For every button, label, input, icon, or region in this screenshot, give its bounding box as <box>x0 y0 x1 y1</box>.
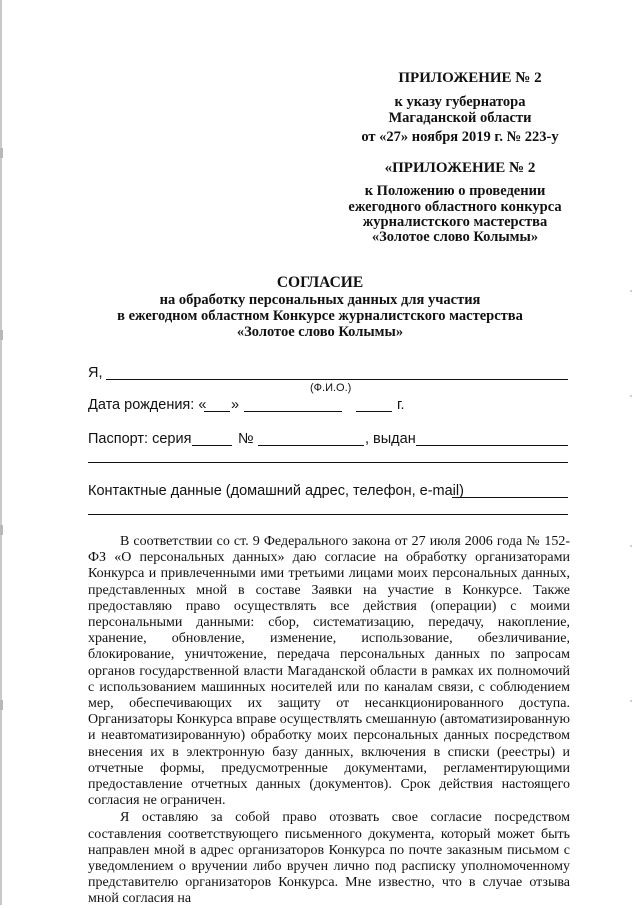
passport-series-field[interactable] <box>192 445 232 446</box>
consent-subtitle-1: на обработку персональных данных для участия <box>159 292 481 308</box>
year-suffix: г. <box>397 397 405 413</box>
fio-field[interactable] <box>106 379 568 380</box>
regulation-line-3: журналистского мастерства <box>362 214 548 230</box>
contacts-field-continued[interactable] <box>88 514 568 515</box>
birth-date-label: Дата рождения: « <box>88 397 207 413</box>
regulation-line-4: «Золотое слово Колымы» <box>371 229 539 245</box>
scan-speck <box>630 290 632 292</box>
birth-month-field[interactable] <box>244 411 342 412</box>
passport-series-label: Паспорт: серия <box>88 431 192 447</box>
fio-caption: (Ф.И.О.) <box>310 382 352 394</box>
issued-by-field-continued[interactable] <box>88 462 568 463</box>
scan-edge-mark <box>0 330 3 340</box>
regulation-line-2: ежегодного областного конкурса <box>348 199 562 215</box>
consent-subtitle-3: «Золотое слово Колымы» <box>236 324 404 340</box>
scan-edge-mark <box>0 148 3 158</box>
consent-heading: СОГЛАСИЕ <box>276 274 364 291</box>
birth-day-field[interactable] <box>204 411 230 412</box>
contacts-field[interactable] <box>452 497 568 498</box>
scan-speck <box>630 700 632 702</box>
consent-body <box>88 534 570 908</box>
appendix-title: ПРИЛОЖЕНИЕ № 2 <box>398 70 542 86</box>
birth-year-field[interactable] <box>356 411 392 412</box>
passport-number-label: № <box>238 431 254 447</box>
contacts-label: Контактные данные (домашний адрес, телефон, e-mail) <box>88 483 464 499</box>
consent-paragraph-2: Я оставляю за собой право отозвать свое согласие посредством составления соответствующего письменного документа, который может быть направлен мной в адрес организаторов Конкурса по почте заказным письмом с уведомлением о вручении либо вручен лично под расписку уполномоченному представителю организаторов Конкурса. Мне известно, что в случае отзыва мной согласия на <box>88 810 570 907</box>
scan-left-edge <box>0 0 2 905</box>
scan-speck <box>630 395 632 397</box>
i-label: Я, <box>88 365 103 381</box>
consent-subtitle-2: в ежегодном областном Конкурсе журналистского мастерства <box>117 308 523 324</box>
decree-line-2: Магаданской области <box>388 110 532 126</box>
decree-date-number: от «27» ноября 2019 г. № 223-у <box>361 129 559 145</box>
regulation-line-1: к Положению о проведении <box>364 183 546 199</box>
decree-line-1: к указу губернатора <box>394 94 526 110</box>
issued-by-field[interactable] <box>416 445 568 446</box>
consent-title <box>60 274 580 340</box>
consent-paragraph-1: В соответствии со ст. 9 Федерального закона от 27 июля 2006 года № 152-ФЗ «О персональных данных» даю согласие на обработку организаторами Конкурса и привлеченными ими третьими лицами моих персональных данных, представленных мной в составе Заявки на участие в Конкурсе. Также предоставляю право осуществлять все действия (операции) с моими персональными данными: сбор, систематизацию, передачу, накопление, хранение, обновление, изменение, использование, обезличивание, блокирование, уничтожение, передача персональных данных по запросам органов государственной власти Магаданской области в рамках их полномочий с использованием машинных носителей или по каналам связи, с соблюдением мер, обеспечивающих их защиту от несанкционированного доступа. Организаторы Конкурса вправе осуществлять смешанную (автоматизированную и неавтоматизированную) обработку моих персональных данных посредством внесения их в электронную базу данных, включения в списки (реестры) и отчетные формы, предусмотренные документами, регламентирующими предоставление отчетных данных (документов). Срок действия настоящего согласия не ограничен. <box>88 534 570 809</box>
scan-edge-mark <box>0 700 3 710</box>
scan-speck <box>630 545 632 547</box>
inner-appendix-title: «ПРИЛОЖЕНИЕ № 2 <box>384 160 536 176</box>
issued-by-label: , выдан <box>365 431 416 447</box>
scan-edge-mark <box>0 525 3 535</box>
passport-number-field[interactable] <box>258 445 364 446</box>
birth-date-close-quote: » <box>231 397 240 413</box>
